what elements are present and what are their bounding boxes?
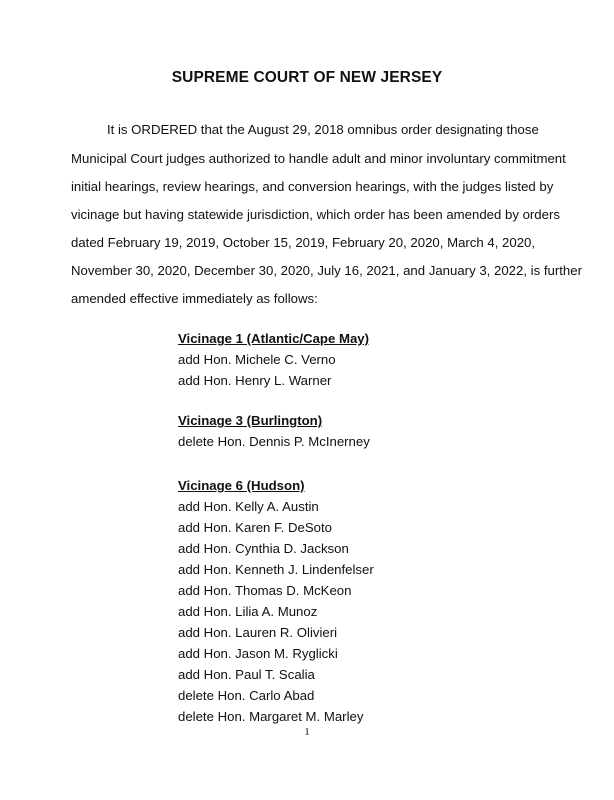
judge-entry: add Hon. Cynthia D. Jackson (178, 541, 349, 556)
order-text-line: It is ORDERED that the August 29, 2018 omnibus order designating those (107, 122, 539, 137)
judge-entry: delete Hon. Dennis P. McInerney (178, 434, 370, 449)
page-number: 1 (304, 726, 310, 738)
judge-entry: add Hon. Paul T. Scalia (178, 667, 315, 682)
judge-entry: add Hon. Kenneth J. Lindenfelser (178, 562, 374, 577)
judge-entry: delete Hon. Carlo Abad (178, 688, 315, 703)
order-text-line: vicinage but having statewide jurisdiction, which order has been amended by orders (71, 207, 560, 222)
vicinage-heading: Vicinage 3 (Burlington) (178, 413, 323, 428)
judge-entry: add Hon. Kelly A. Austin (178, 499, 319, 514)
order-text-line: Municipal Court judges authorized to handle adult and minor involuntary commitment (71, 151, 566, 166)
order-text-line: dated February 19, 2019, October 15, 2019, February 20, 2020, March 4, 2020, (71, 235, 536, 250)
order-text-line: initial hearings, review hearings, and conversion hearings, with the judges listed by (71, 179, 554, 194)
judge-entry: add Hon. Lauren R. Olivieri (178, 625, 338, 640)
judge-entry: add Hon. Michele C. Verno (178, 352, 336, 367)
document-title: SUPREME COURT OF NEW JERSEY (171, 69, 443, 86)
judge-entry: add Hon. Jason M. Ryglicki (178, 646, 338, 661)
order-text-line: November 30, 2020, December 30, 2020, July 16, 2021, and January 3, 2022, is further (71, 263, 582, 278)
order-text-line: amended effective immediately as follows: (71, 291, 318, 306)
vicinage-heading: Vicinage 6 (Hudson) (178, 478, 305, 493)
judge-entry: add Hon. Karen F. DeSoto (178, 520, 332, 535)
judge-entry: add Hon. Henry L. Warner (178, 373, 332, 388)
judge-entry: add Hon. Thomas D. McKeon (178, 583, 352, 598)
judge-entry: delete Hon. Margaret M. Marley (178, 709, 364, 724)
vicinage-heading: Vicinage 1 (Atlantic/Cape May) (178, 331, 370, 346)
judge-entry: add Hon. Lilia A. Munoz (178, 604, 318, 619)
